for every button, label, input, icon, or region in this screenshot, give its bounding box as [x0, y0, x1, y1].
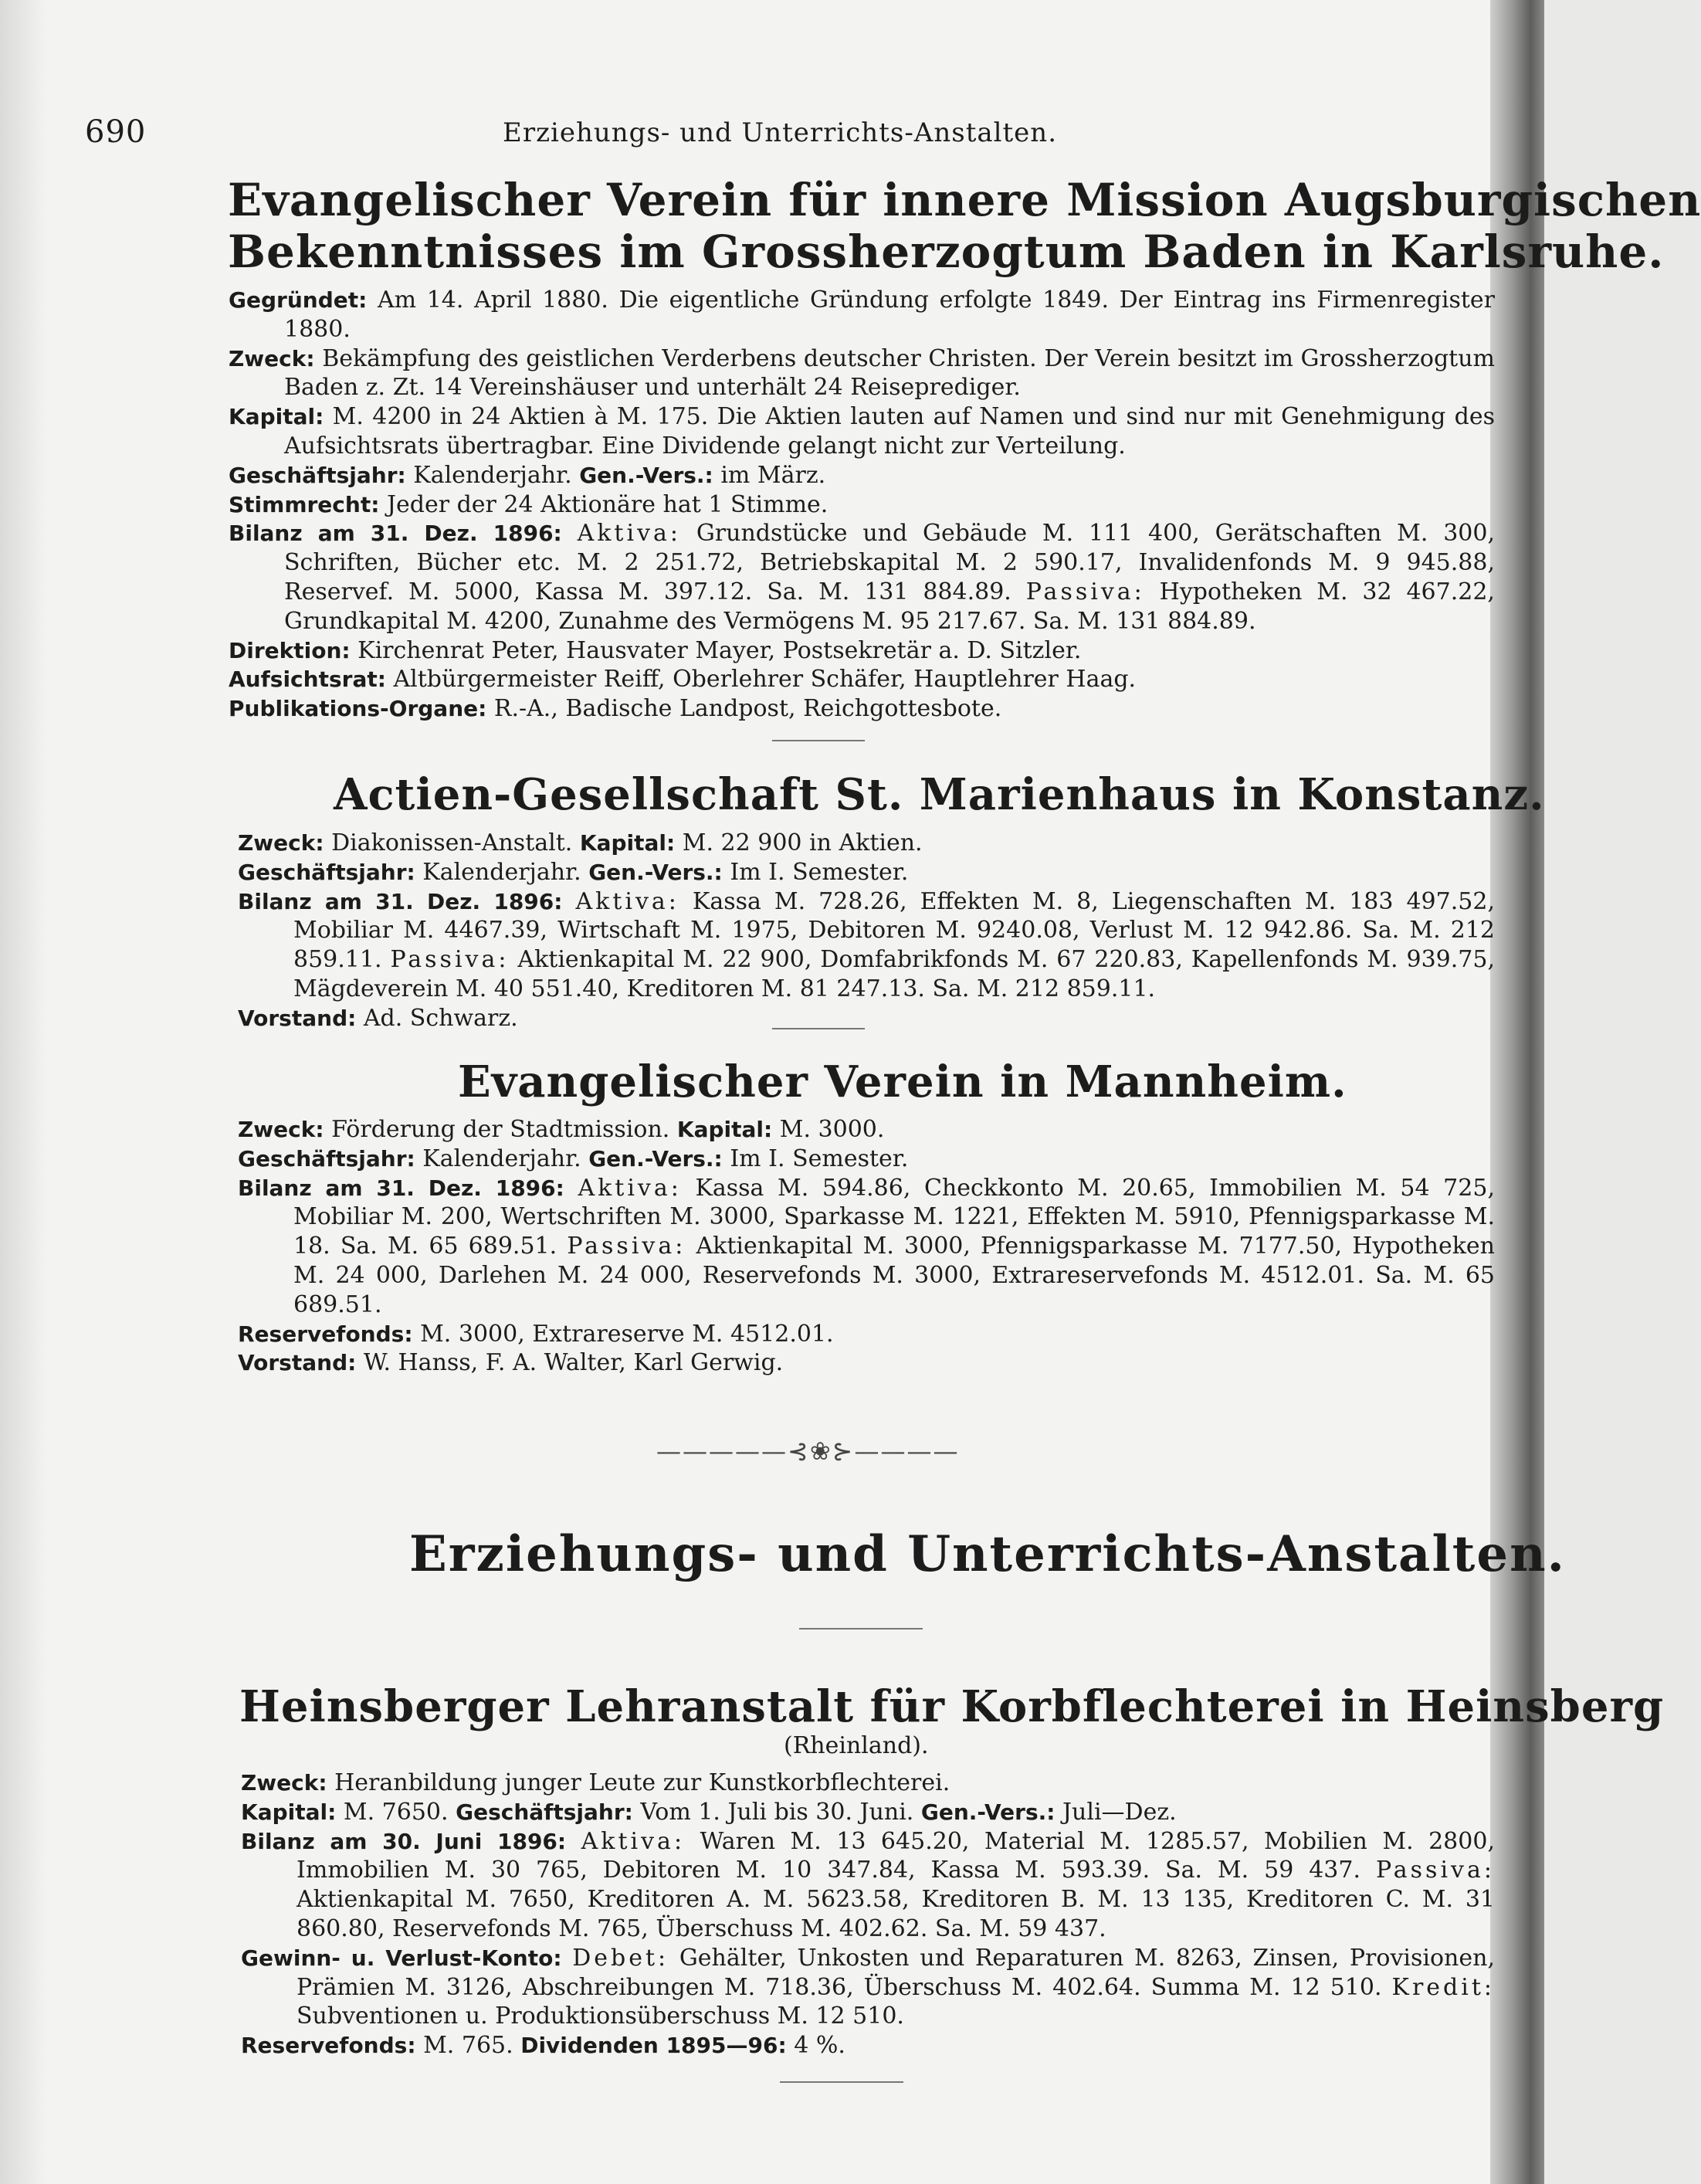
label-geschaeftsjahr: Geschäftsjahr:	[238, 859, 415, 885]
entry-geschaeftsjahr	[238, 1145, 1495, 1174]
label-kapital: Kapital:	[676, 1117, 773, 1142]
label-debet: Debet:	[572, 1944, 669, 1972]
value-gen-vers: Im I. Semester.	[730, 1145, 909, 1172]
label-direktion: Direktion:	[229, 637, 351, 663]
value-bilanz-passiva: Hypotheken M. 32 467.22, Grundkapital M. 4200, Zunahme des Vermögens M. 95 217.67. Sa. M. 131 884.89.	[284, 578, 1495, 635]
label-kapital: Kapital:	[241, 1799, 337, 1825]
value-vorstand: W. Hanss, F. A. Walter, Karl Gerwig.	[363, 1349, 784, 1377]
entry-aufsichtsrat	[229, 665, 1495, 694]
entry-heinsberg	[241, 1769, 1495, 2060]
entry-gegruendet	[229, 286, 1495, 344]
value-kapital: M. 22 900 in Aktien.	[682, 829, 923, 856]
value-bilanz-aktiva: Kassa M. 728.26, Effekten M. 8, Liegenschaften M. 183 497.52, Mobiliar M. 4467.39, Wirtschaft M. 1975, Debitoren M. 9240.08, Verlust M. 12 942.86. Sa. M. 212 859.11.	[293, 887, 1495, 974]
entry-vorstand	[238, 1348, 1495, 1378]
value-reservefonds: M. 765.	[423, 2032, 513, 2060]
value-bilanz-passiva: Aktienkapital M. 7650, Kreditoren A. M. 5623.58, Kreditoren B. M. 13 135, Kreditoren C. M. 31 860.80, Reservefonds M. 765, Überschuss M. 402.62. Sa. M. 59 437.	[296, 1886, 1495, 1942]
label-gen-vers: Gen.-Vers.:	[579, 462, 713, 488]
label-bilanz: Bilanz am 31. Dez. 1896:	[238, 888, 563, 914]
value-debet: Gehälter, Unkosten und Reparaturen M. 8263, Zinsen, Provisionen, Prämien M. 3126, Abschreibungen M. 718.36, Überschuss M. 402.64. Summa M. 12 510.	[296, 1944, 1495, 2001]
label-bilanz: Bilanz am 30. Juni 1896:	[241, 1828, 567, 1854]
value-gen-vers: Juli—Dez.	[1062, 1798, 1177, 1826]
divider-rule	[799, 1628, 923, 1630]
label-aktiva: Aktiva:	[581, 1827, 686, 1855]
value-bilanz-aktiva: Waren M. 13 645.20, Material M. 1285.57, Mobilien M. 2800, Immobilien M. 30 765, Debitoren M. 10 347.84, Kassa M. 593.39. Sa. M. 59 437.	[296, 1827, 1495, 1884]
entry-bilanz	[238, 1174, 1495, 1320]
entry-publikationen	[229, 694, 1495, 724]
divider-rule	[780, 2081, 903, 2083]
entry-bilanz	[229, 519, 1495, 636]
entry-zweck-kapital	[238, 1115, 1495, 1145]
value-geschaeftsjahr: Kalenderjahr.	[413, 461, 572, 489]
value-publikationen: R.-A., Badische Landpost, Reichgottesbote.	[493, 695, 1002, 723]
entry-kapital	[241, 1798, 1495, 1827]
label-aktiva: Aktiva:	[575, 887, 679, 915]
label-geschaeftsjahr: Geschäftsjahr:	[229, 462, 406, 488]
value-gegruendet: Am 14. April 1880. Die eigentliche Gründung erfolgte 1849. Der Eintrag ins Firmenregister 1880.	[284, 287, 1495, 343]
value-aufsichtsrat: Altbürgermeister Reiff, Oberlehrer Schäfer, Hauptlehrer Haag.	[393, 666, 1137, 694]
label-zweck: Zweck:	[238, 830, 324, 856]
value-geschaeftsjahr: Vom 1. Juli bis 30. Juni.	[640, 1798, 914, 1826]
book-spine	[1490, 0, 1544, 2184]
value-kapital: M. 7650.	[343, 1798, 449, 1826]
section-title-heinsberg: Heinsberger Lehranstalt für Korbflechterei in Heinsberg	[239, 1681, 1665, 1732]
value-direktion: Kirchenrat Peter, Hausvater Mayer, Postsekretär a. D. Sitzler.	[357, 636, 1082, 664]
section-title-karlsruhe-line2: Bekenntnisses im Grossherzogtum Baden in Karlsruhe.	[228, 226, 1665, 278]
value-zweck: Heranbildung junger Leute zur Kunstkorbflechterei.	[334, 1769, 950, 1796]
value-zweck: Bekämpfung des geistlichen Verderbens deutscher Christen. Der Verein besitzt im Grossherzogtum Baden z. Zt. 14 Vereinshäuser und unterhält 24 Reiseprediger.	[284, 344, 1495, 402]
entry-zweck	[241, 1769, 1495, 1798]
chapter-title: Erziehungs- und Unterrichts-Anstalten.	[409, 1525, 1566, 1583]
ornament-divider: —————⊰❀⊱————	[656, 1436, 960, 1466]
label-reservefonds: Reservefonds:	[241, 2033, 416, 2059]
value-geschaeftsjahr: Kalenderjahr.	[422, 858, 581, 886]
label-passiva: Passiva:	[390, 946, 510, 974]
entry-geschaeftsjahr	[238, 858, 1495, 887]
value-gen-vers: Im I. Semester.	[730, 858, 909, 886]
entry-vorstand	[238, 1004, 1495, 1033]
value-kapital: M. 4200 in 24 Aktien à M. 175. Die Aktien lauten auf Namen und sind nur mit Genehmigung des Aufsichtsrats übertragbar. Eine Dividende gelangt nicht zur Verteilung.	[284, 403, 1495, 460]
entry-mannheim	[238, 1115, 1495, 1378]
label-geschaeftsjahr: Geschäftsjahr:	[238, 1145, 415, 1172]
value-zweck: Förderung der Stadtmission.	[331, 1116, 670, 1143]
label-passiva: Passiva:	[1375, 1857, 1495, 1884]
running-title: Erziehungs- und Unterrichts-Anstalten.	[503, 117, 1057, 148]
label-zweck: Zweck:	[229, 345, 315, 371]
value-dividenden: 4 %.	[794, 2032, 845, 2060]
label-passiva: Passiva:	[1025, 578, 1145, 605]
value-bilanz-passiva: Aktienkapital M. 22 900, Domfabrikfonds M. 67 220.83, Kapellenfonds M. 939.75, Mägdeverein M. 40 551.40, Kreditoren M. 81 247.13. Sa. M. 212 859.11.	[293, 946, 1495, 1002]
running-header	[85, 114, 1475, 153]
entry-gewinn-verlust	[241, 1944, 1495, 2031]
label-gewinn-verlust: Gewinn- u. Verlust-Konto:	[241, 1945, 562, 1971]
label-vorstand: Vorstand:	[238, 1005, 357, 1031]
label-zweck: Zweck:	[241, 1770, 327, 1796]
entry-stimmrecht	[229, 490, 1495, 520]
value-kapital: M. 3000.	[779, 1116, 885, 1143]
entry-zweck	[229, 344, 1495, 403]
divider-rule	[772, 1028, 865, 1029]
label-aktiva: Aktiva:	[577, 520, 682, 548]
label-gegruendet: Gegründet:	[229, 287, 368, 313]
entry-kapital	[229, 402, 1495, 461]
divider-rule	[772, 740, 865, 741]
value-stimmrecht: Jeder der 24 Aktionäre hat 1 Stimme.	[386, 490, 828, 518]
value-bilanz-aktiva: Grundstücke und Gebäude M. 111 400, Gerätschaften M. 300, Schriften, Bücher etc. M. 2 251.72, Betriebskapital M. 2 590.17, Invalidenfonds M. 9 945.88, Reservef. M. 5000, Kassa M. 397.12. Sa. M. 131 884.89.	[284, 520, 1495, 605]
value-kredit: Subventionen u. Produktionsüberschuss M. 12 510.	[296, 2003, 904, 2030]
label-bilanz: Bilanz am 31. Dez. 1896:	[229, 521, 562, 547]
label-kapital: Kapital:	[229, 404, 324, 430]
entry-direktion	[229, 636, 1495, 666]
value-bilanz-passiva: Aktienkapital M. 3000, Pfennigsparkasse M. 7177.50, Hypotheken M. 24 000, Darlehen M. 24 000, Reservefonds M. 3000, Extrareservefonds M. 4512.01. Sa. M. 65 689.51.	[293, 1233, 1495, 1318]
label-aufsichtsrat: Aufsichtsrat:	[229, 666, 386, 693]
label-gen-vers: Gen.-Vers.:	[588, 859, 723, 885]
section-title-konstanz: Actien-Gesellschaft St. Marienhaus in Konstanz.	[334, 769, 1545, 820]
entry-geschaeftsjahr	[229, 461, 1495, 490]
label-kapital: Kapital:	[579, 830, 676, 856]
section-title-mannheim: Evangelischer Verein in Mannheim.	[458, 1056, 1347, 1107]
entry-bilanz	[241, 1827, 1495, 1944]
entry-konstanz	[238, 829, 1495, 1033]
label-bilanz: Bilanz am 31. Dez. 1896:	[238, 1175, 564, 1201]
entry-reservefonds	[241, 2031, 1495, 2060]
label-dividenden: Dividenden 1895—96:	[520, 2033, 787, 2059]
value-gen-vers: im März.	[720, 461, 826, 489]
value-bilanz-aktiva: Kassa M. 594.86, Checkkonto M. 20.65, Immobilien M. 54 725, Mobiliar M. 200, Wertschriften M. 3000, Sparkasse M. 1221, Effekten M. 5910, Pfennigsparkasse M. 18. Sa. M. 65 689.51.	[293, 1174, 1495, 1260]
value-vorstand: Ad. Schwarz.	[363, 1004, 518, 1032]
label-geschaeftsjahr: Geschäftsjahr:	[456, 1799, 633, 1825]
value-zweck: Diakonissen-Anstalt.	[331, 829, 573, 856]
entry-zweck-kapital	[238, 829, 1495, 858]
label-vorstand: Vorstand:	[238, 1350, 357, 1376]
label-stimmrecht: Stimmrecht:	[229, 491, 380, 517]
label-reservefonds: Reservefonds:	[238, 1321, 413, 1347]
label-gen-vers: Gen.-Vers.:	[588, 1145, 723, 1172]
label-zweck: Zweck:	[238, 1117, 324, 1142]
section-title-karlsruhe-line1: Evangelischer Verein für innere Mission Augsburgischen	[228, 174, 1701, 226]
entry-bilanz	[238, 887, 1495, 1004]
value-reservefonds: M. 3000, Extrareserve M. 4512.01.	[420, 1320, 834, 1348]
section-subtitle-heinsberg: (Rheinland).	[784, 1732, 929, 1759]
label-publikationen: Publikations-Organe:	[229, 696, 487, 722]
page-number: 690	[85, 114, 147, 150]
label-aktiva: Aktiva:	[578, 1174, 682, 1202]
value-geschaeftsjahr: Kalenderjahr.	[422, 1145, 581, 1172]
entry-reservefonds	[238, 1320, 1495, 1349]
label-passiva: Passiva:	[567, 1233, 686, 1260]
label-kredit: Kredit:	[1391, 1973, 1495, 2001]
entry-karlsruhe	[229, 286, 1495, 724]
label-gen-vers: Gen.-Vers.:	[920, 1799, 1056, 1825]
